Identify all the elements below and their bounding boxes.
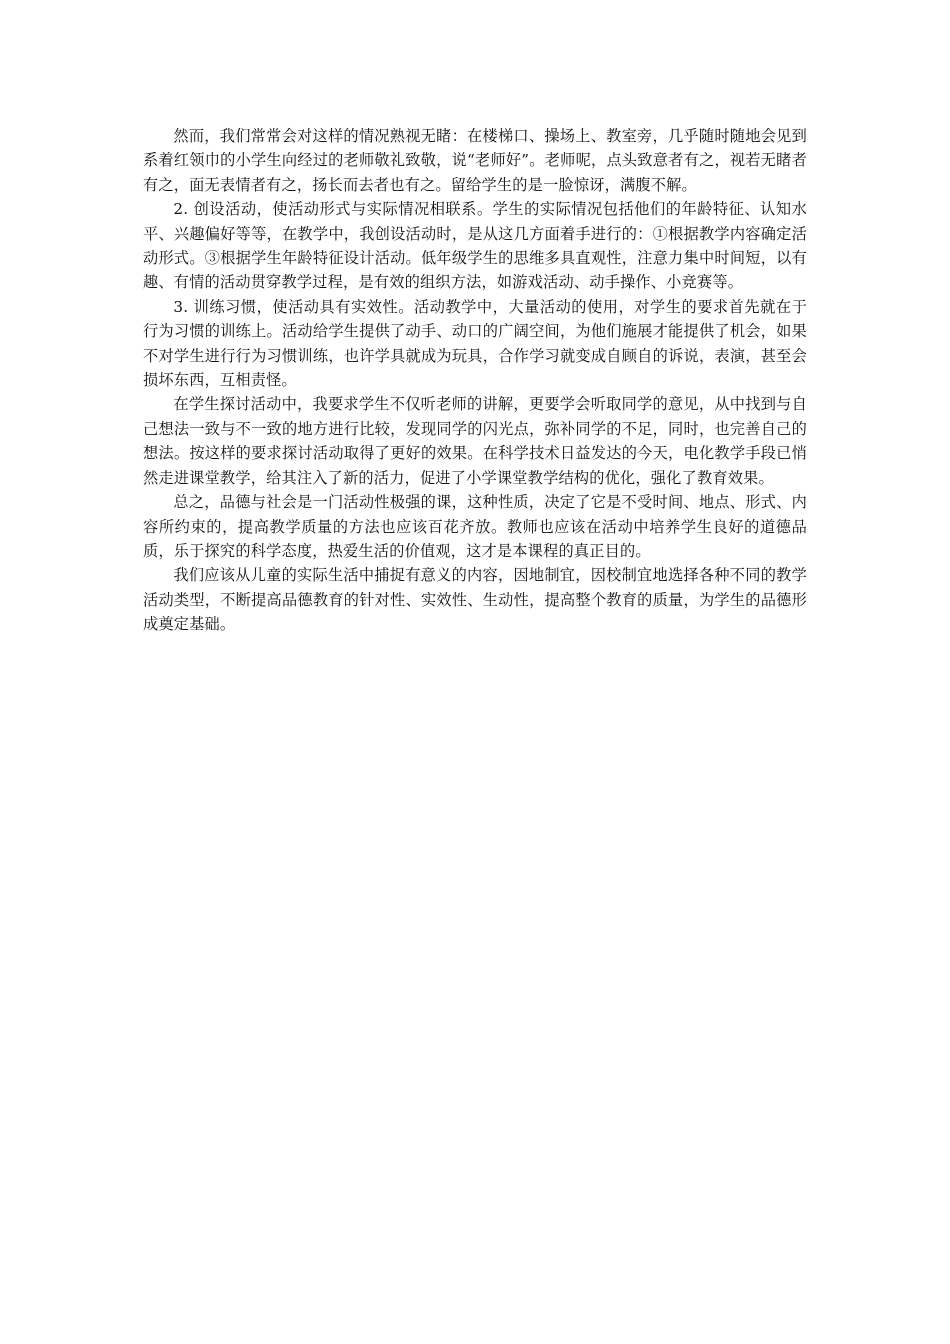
- paragraph-conclusion: 我们应该从儿童的实际生活中捕捉有意义的内容，因地制宜，因校制宜地选择各种不同的教学活动类型，不断提高品德教育的针对性、实效性、生动性，提高整个教育的质量，为学生的品德形成奠定基础。: [143, 566, 807, 634]
- paragraph-student-discussion: 在学生探讨活动中，我要求学生不仅听老师的讲解，更要学会听取同学的意见，从中找到与自己想法一致与不一致的地方进行比较，发现同学的闪光点，弥补同学的不足，同时，也完善自己的想法。按这样的要求探讨活动取得了更好的效果。在科学技术日益发达的今天，电化教学手段已悄然走进课堂教学，给其注入了新的活力，促进了小学课堂教学结构的优化，强化了教育效果。: [143, 395, 807, 487]
- paragraph-summary: 总之，品德与社会是一门活动性极强的课，这种性质，决定了它是不受时间、地点、形式、内容所约束的，提高教学质量的方法也应该百花齐放。教师也应该在活动中培养学生良好的道德品质，乐于探究的科学态度，热爱生活的价值观，这才是本课程的真正目的。: [143, 493, 807, 560]
- paragraph-neglect-of-greetings: 然而，我们常常会对这样的情况熟视无睹：在楼梯口、操场上、教室旁，几乎随时随地会见到系着红领巾的小学生向经过的老师敬礼致敬，说“老师好”。老师呢，点头致意者有之，视若无睹者有之，面无表情者有之，扬长而去者也有之。留给学生的是一脸惊讶，满腹不解。: [143, 127, 807, 194]
- document-body: [143, 124, 807, 637]
- paragraph-point-3-train-habits: 3. 训练习惯，使活动具有实效性。活动教学中，大量活动的使用，对学生的要求首先就在于行为习惯的训练上。活动给学生提供了动手、动口的广阔空间，为他们施展才能提供了机会，如果不对学生进行行为习惯训练，也许学具就成为玩具，合作学习就变成自顾自的诉说，表演，甚至会损坏东西，互相责怪。: [143, 297, 807, 390]
- paragraph-point-2-create-activities: 2. 创设活动，使活动形式与实际情况相联系。学生的实际情况包括他们的年龄特征、认知水平、兴趣偏好等等，在教学中，我创设活动时，是从这几方面着手进行的：①根据教学内容确定活动形式。③根据学生年龄特征设计活动。低年级学生的思维多具直观性，注意力集中时间短，以有趣、有情的活动贯穿教学过程，是有效的组织方法，如游戏活动、动手操作、小竞赛等。: [143, 200, 807, 292]
